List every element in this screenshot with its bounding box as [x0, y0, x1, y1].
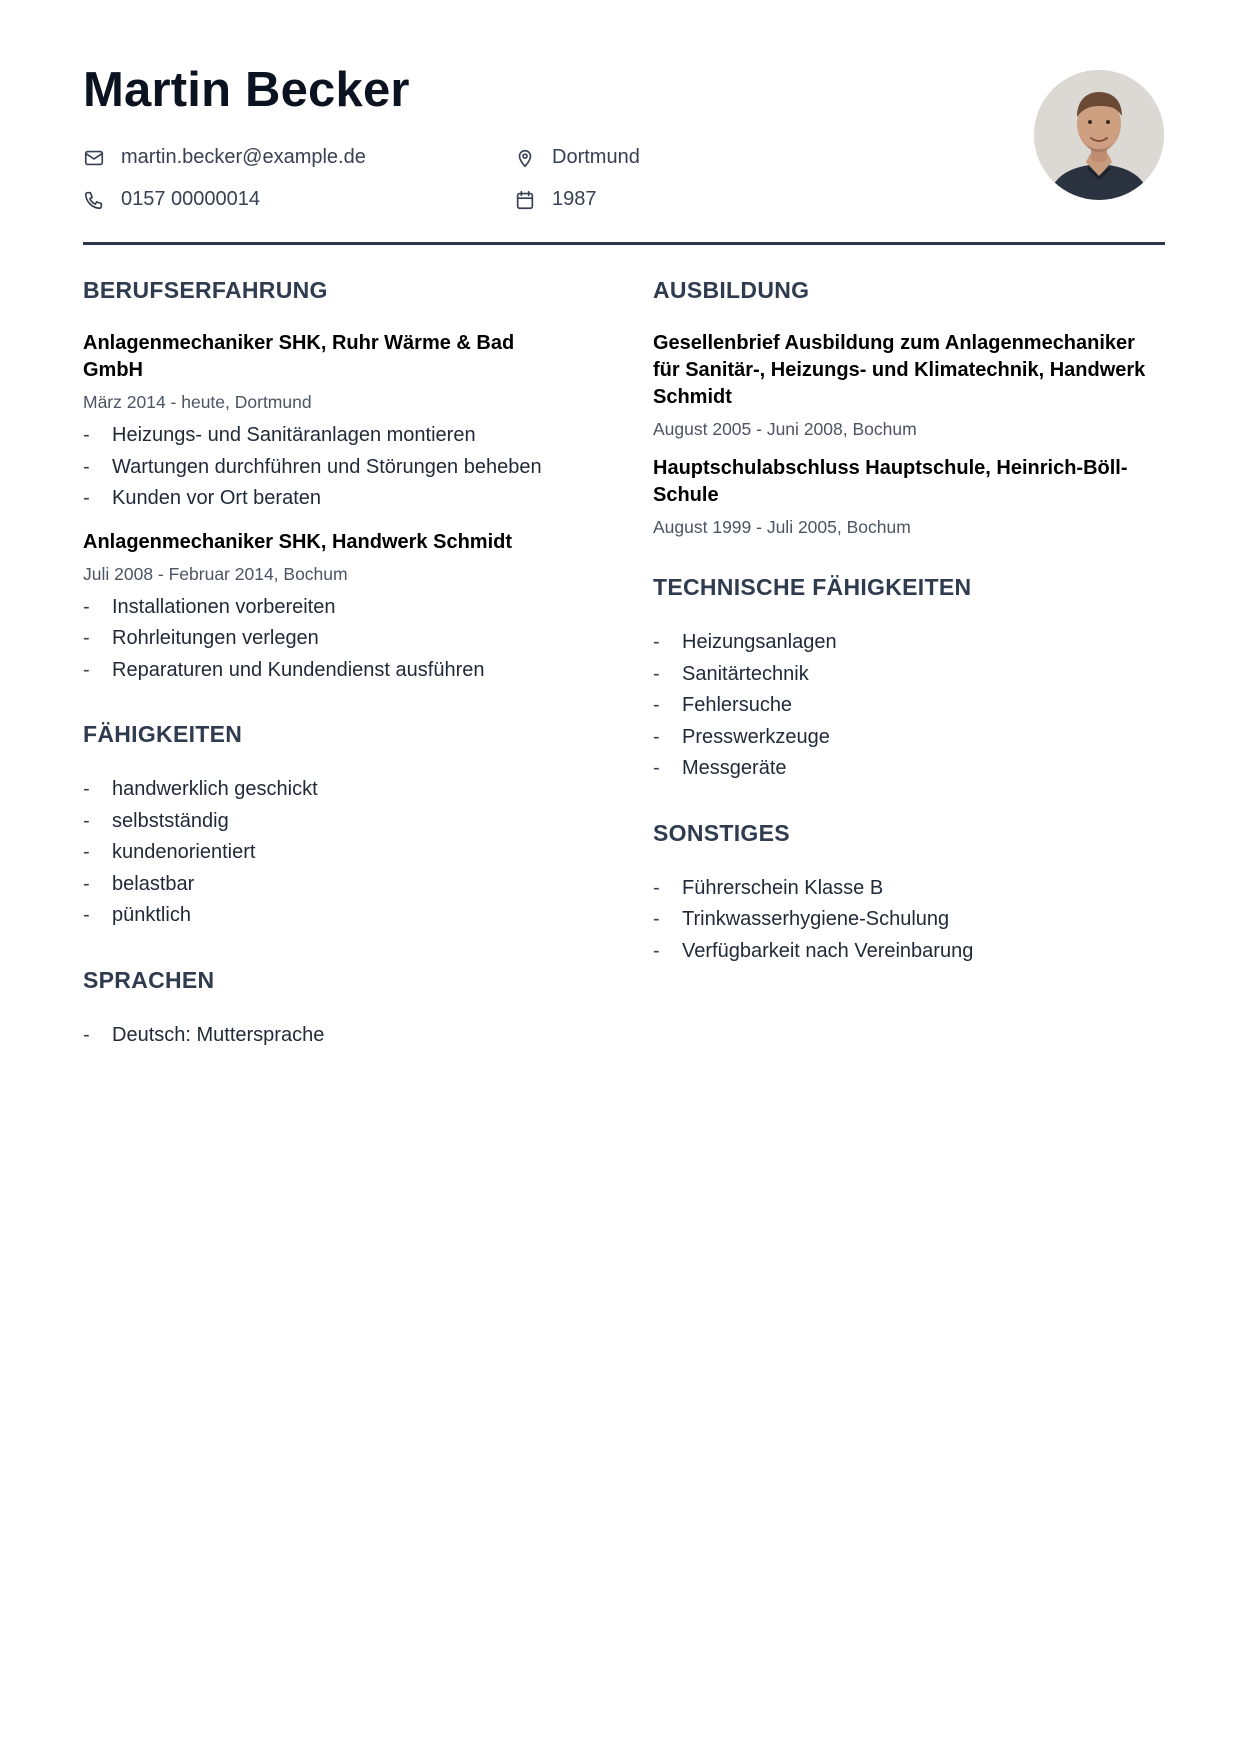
education-title: Hauptschulabschluss Hauptschule, Heinrich-Böll-Schule [653, 457, 1128, 506]
list-dash: - [653, 908, 660, 930]
technical-skills-section [653, 567, 1165, 785]
header-divider [83, 242, 1165, 245]
duty-item: - Rohrleitungen verlegen [83, 623, 563, 655]
education-title: Gesellenbrief Ausbildung zum Anlagenmechaniker für Sanitär-, Heizungs- und Klimatechnik, Handwerk Schmidt [653, 332, 1146, 408]
list-dash: - [653, 631, 660, 653]
list-dash: - [653, 939, 660, 962]
calendar-icon [514, 189, 536, 211]
person-portrait-icon [1034, 70, 1164, 200]
job-entry [83, 529, 563, 687]
skill-item: - belastbar [83, 869, 563, 901]
skill-item: - selbstständig [83, 806, 563, 838]
technical-skill-item: - Presswerkzeuge [653, 722, 1165, 754]
job-duties [83, 420, 563, 515]
list-dash: - [653, 725, 660, 748]
list-dash: - [653, 662, 660, 685]
duty-item: - Kunden vor Ort beraten [83, 483, 563, 515]
contact-email [83, 146, 366, 169]
left-column [83, 270, 563, 1079]
job-entry [83, 330, 563, 515]
right-column [653, 270, 1165, 995]
other-heading: SONSTIGES [653, 819, 790, 846]
phone-icon [83, 189, 105, 211]
list-dash: - [83, 627, 90, 649]
map-pin-icon [514, 147, 536, 169]
skill-item: - pünktlich [83, 900, 563, 932]
experience-section [83, 270, 563, 686]
technical-skill-item: - Sanitärtechnik [653, 659, 1165, 691]
list-dash: - [653, 757, 660, 779]
other-section [653, 813, 1165, 968]
skills-section [83, 714, 563, 932]
birth-year-text: 1987 [552, 188, 597, 210]
contact-location [514, 146, 640, 169]
location-text: Dortmund [552, 146, 640, 168]
job-duties [83, 592, 563, 687]
profile-photo [1034, 70, 1164, 200]
list-dash: - [83, 487, 90, 509]
other-item: - Trinkwasserhygiene-Schulung [653, 904, 1165, 936]
list-dash: - [653, 876, 660, 899]
education-meta: August 1999 - Juli 2005, Bochum [653, 517, 911, 537]
language-item: - Deutsch: Muttersprache [83, 1020, 563, 1052]
technical-skills-list [653, 627, 1165, 785]
duty-item: - Reparaturen und Kundendienst ausführen [83, 655, 563, 687]
education-entry [653, 330, 1165, 441]
duty-item: - Heizungs- und Sanitäranlagen montieren [83, 420, 563, 452]
education-meta: August 2005 - Juni 2008, Bochum [653, 419, 917, 439]
education-entry [653, 455, 1165, 539]
contact-phone [83, 188, 260, 211]
duty-item: - Wartungen durchführen und Störungen beheben [83, 452, 563, 484]
list-dash: - [83, 778, 90, 800]
list-dash: - [83, 455, 90, 478]
other-list [653, 873, 1165, 968]
other-item: - Verfügbarkeit nach Vereinbarung [653, 936, 1165, 968]
mail-icon [83, 147, 105, 169]
list-dash: - [653, 694, 660, 716]
technical-skills-heading: TECHNISCHE FÄHIGKEITEN [653, 574, 972, 600]
contact-birth-year [514, 188, 597, 211]
experience-heading: BERUFSERFAHRUNG [83, 277, 328, 303]
job-meta: März 2014 - heute, Dortmund [83, 392, 312, 412]
job-title: Anlagenmechaniker SHK, Ruhr Wärme & Bad GmbH [83, 332, 515, 381]
list-dash: - [83, 809, 90, 832]
languages-heading: SPRACHEN [83, 966, 215, 993]
skill-item: - handwerklich geschickt [83, 774, 563, 806]
list-dash: - [83, 658, 90, 681]
other-item: - Führerschein Klasse B [653, 873, 1165, 905]
list-dash: - [83, 872, 90, 895]
list-dash: - [83, 595, 90, 618]
phone-text: 0157 00000014 [121, 188, 261, 210]
languages-list [83, 1020, 563, 1052]
candidate-name: Martin Becker [83, 63, 410, 117]
technical-skill-item: - Messgeräte [653, 753, 1165, 785]
duty-item: - Installationen vorbereiten [83, 592, 563, 624]
email-text: martin.becker@example.de [121, 146, 366, 168]
job-title: Anlagenmechaniker SHK, Handwerk Schmidt [83, 530, 513, 553]
languages-section [83, 960, 563, 1052]
list-dash: - [83, 904, 90, 926]
education-section [653, 270, 1165, 539]
education-heading: AUSBILDUNG [653, 277, 810, 303]
skills-list [83, 774, 563, 932]
skills-heading: FÄHIGKEITEN [83, 721, 243, 747]
technical-skill-item: - Fehlersuche [653, 690, 1165, 722]
list-dash: - [83, 841, 90, 863]
job-meta: Juli 2008 - Februar 2014, Bochum [83, 563, 348, 584]
list-dash: - [83, 1023, 90, 1046]
list-dash: - [83, 424, 90, 446]
technical-skill-item: - Heizungsanlagen [653, 627, 1165, 659]
skill-item: - kundenorientiert [83, 837, 563, 869]
